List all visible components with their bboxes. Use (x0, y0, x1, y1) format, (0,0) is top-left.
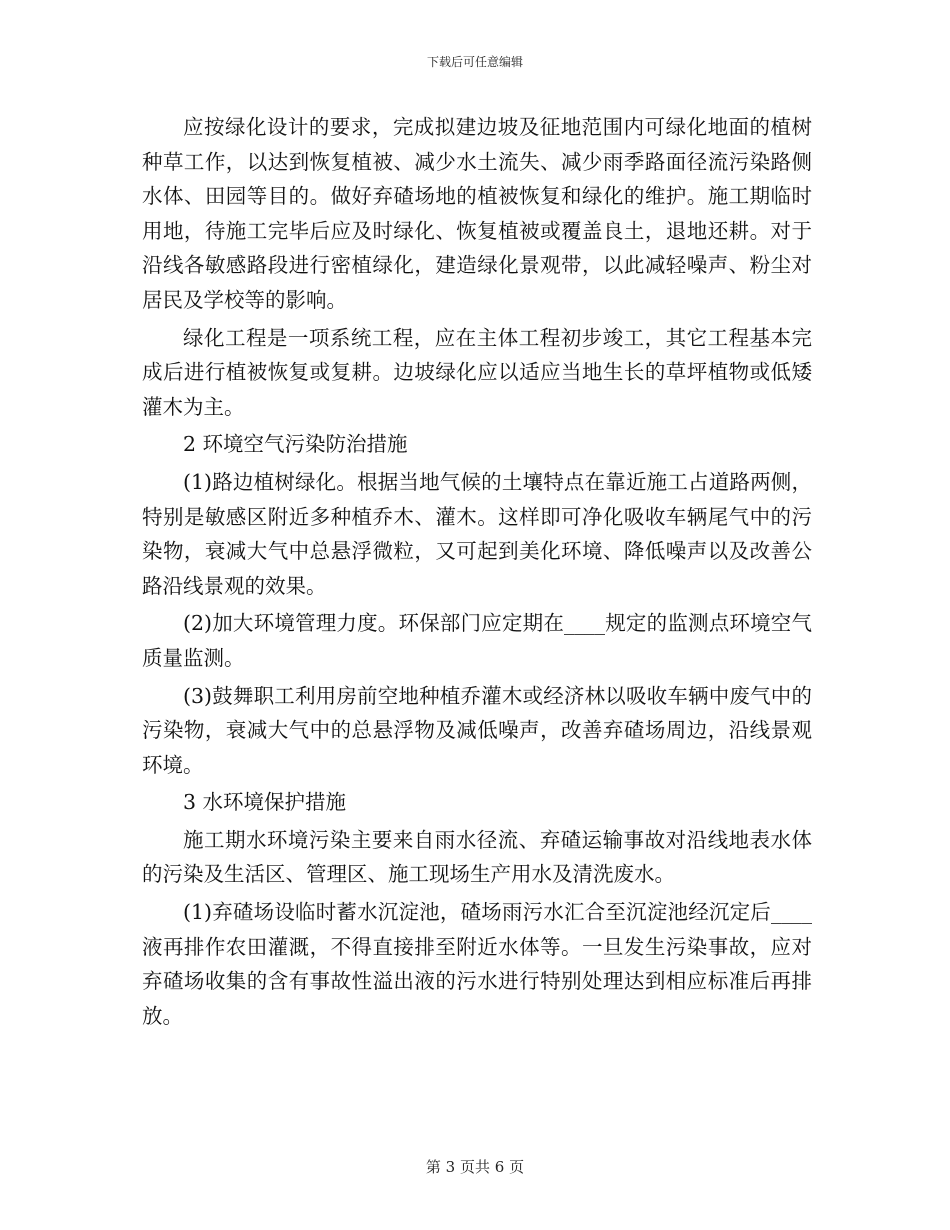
paragraph-greening-requirements: 应按绿化设计的要求，完成拟建边坡及征地范围内可绿化地面的植树种草工作，以达到恢复植被、减少水土流失、减少雨季路面径流污染路侧水体、田园等目的。做好弃碴场地的植被恢复和绿化的维护。施工期临时用地，待施工完毕后应及时绿化、恢复植被或覆盖良土，退地还耕。对于沿线各敏感路段进行密植绿化，建造绿化景观带，以此减轻噪声、粉尘对居民及学校等的影响。 (142, 115, 812, 312)
section-heading-air-pollution: 2 环境空气污染防治措施 (183, 432, 408, 457)
page-footer: 第 3 页共 6 页 (425, 1158, 525, 1176)
page-header: 下载后可任意编辑 (426, 55, 523, 69)
paragraph-air-measure-1: (1)路边植树绿化。根据当地气候的土壤特点在靠近施工占道路两侧，特别是敏感区附近多种植乔木、灌木。这样即可净化吸收车辆尾气中的污染物，衰减大气中总悬浮微粒，又可起到美化环境、降低噪声以及改善公路沿线景观的效果。 (142, 469, 812, 598)
paragraph-water-intro: 施工期水环境污染主要来自雨水径流、弃碴运输事故对沿线地表水体的污染及生活区、管理区、施工现场生产用水及清洗废水。 (142, 827, 812, 887)
paragraph-greening-project: 绿化工程是一项系统工程，应在主体工程初步竣工，其它工程基本完成后进行植被恢复或复耕。边坡绿化应以适应当地生长的草坪植物或低矮灌木为主。 (142, 325, 812, 419)
section-heading-water-protection: 3 水环境保护措施 (183, 790, 347, 815)
paragraph-air-measure-2: (2)加大环境管理力度。环保部门应定期在____规定的监测点环境空气质量监测。 (142, 611, 812, 670)
paragraph-air-measure-3: (3)鼓舞职工利用房前空地种植乔灌木或经济林以吸收车辆中废气中的污染物，衰减大气中的总悬浮物及减低噪声，改善弃碴场周边，沿线景观环境。 (142, 683, 812, 777)
document-body (142, 110, 812, 1036)
paragraph-water-measure-1: (1)弃碴场设临时蓄水沉淀池，碴场雨污水汇合至沉淀池经沉定后____液再排作农田灌溉，不得直接排至附近水体等。一旦发生污染事故，应对弃碴场收集的含有事故性溢出液的污水进行特别处理达到相应标准后再排放。 (142, 900, 812, 1028)
